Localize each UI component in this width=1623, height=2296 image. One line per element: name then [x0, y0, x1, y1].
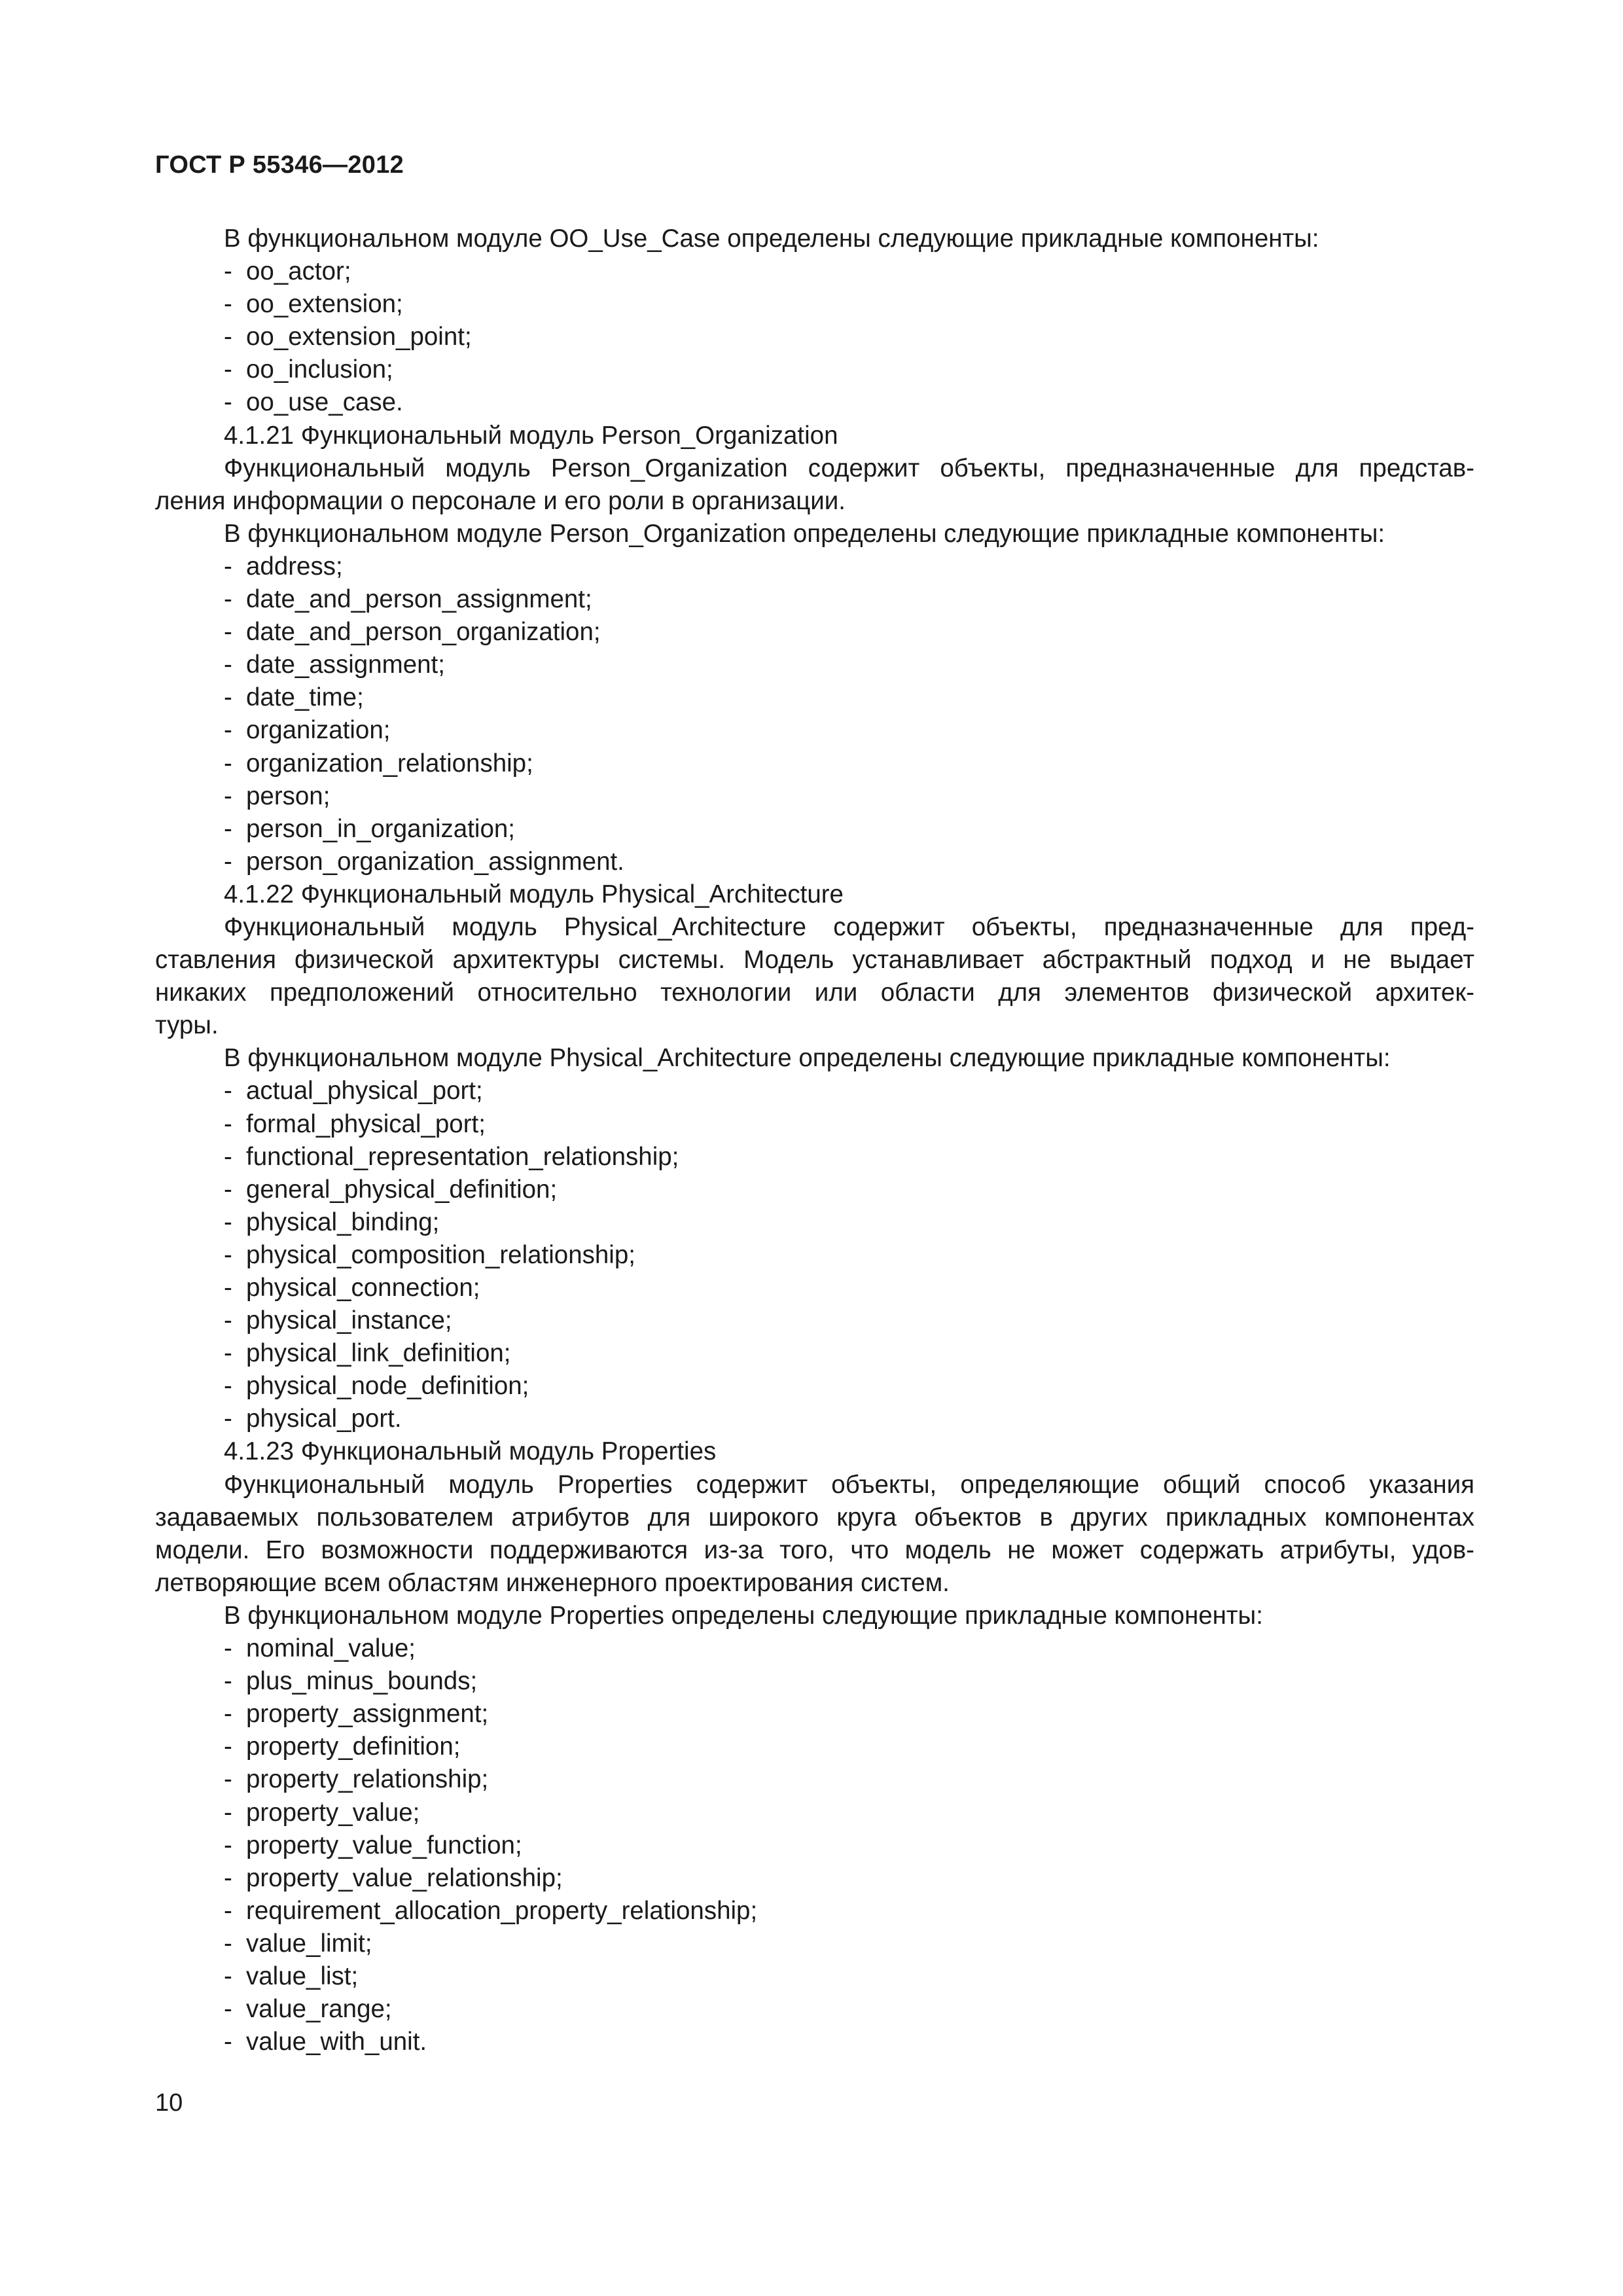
list-item-text: oo_extension;	[246, 290, 403, 319]
list-dash: -	[224, 552, 232, 581]
list-item-text: physical_node_definition;	[246, 1372, 529, 1401]
list-item-text: functional_representation_relationship;	[246, 1142, 679, 1171]
list-dash: -	[224, 290, 232, 319]
properties-list	[155, 1632, 1474, 2058]
list-dash: -	[224, 1240, 232, 1269]
list-dash: -	[224, 1962, 232, 1990]
physical-architecture-intro: В функциональном модуле Physical_Architecture определены следующие прикладные компоненты:	[224, 1044, 1391, 1073]
list-item	[155, 1075, 1474, 1107]
list-item	[155, 1928, 1474, 1960]
list-dash: -	[224, 1372, 232, 1401]
list-item-text: requirement_allocation_property_relationship;	[246, 1896, 758, 1925]
paragraph-line: Функциональный модуль Physical_Architecture содержит объекты, предназначенные для пред-	[224, 912, 1474, 941]
list-item-text: person_in_organization;	[246, 814, 515, 843]
list-item	[155, 1108, 1474, 1141]
list-item	[155, 255, 1474, 288]
list-dash: -	[224, 355, 232, 384]
person-organization-intro: В функциональном модуле Person_Organization определены следующие прикладные компоненты:	[224, 519, 1385, 548]
list-item-text: actual_physical_port;	[246, 1077, 483, 1105]
list-dash: -	[224, 618, 232, 647]
list-item-text: physical_connection;	[246, 1274, 480, 1302]
list-item-text: property_definition;	[246, 1732, 461, 1761]
list-item	[155, 1174, 1474, 1206]
list-item	[155, 1239, 1474, 1272]
list-dash: -	[224, 1306, 232, 1335]
page-number: 10	[155, 2089, 183, 2117]
list-item-text: address;	[246, 552, 343, 581]
list-item	[155, 1862, 1474, 1895]
list-dash: -	[224, 1077, 232, 1105]
list-item-text: property_value_function;	[246, 1831, 522, 1859]
document-body	[155, 223, 1474, 2058]
list-item-text: physical_binding;	[246, 1208, 440, 1236]
section-heading-person-organization: 4.1.21 Функциональный модуль Person_Organization	[224, 421, 838, 450]
list-item-text: property_assignment;	[246, 1700, 489, 1729]
list-item	[155, 321, 1474, 353]
list-item-text: physical_port.	[246, 1405, 402, 1433]
list-dash: -	[224, 1765, 232, 1794]
list-item	[155, 714, 1474, 747]
list-dash: -	[224, 1142, 232, 1171]
list-dash: -	[224, 716, 232, 745]
list-item-text: physical_composition_relationship;	[246, 1240, 635, 1269]
oo-use-case-intro: В функциональном модуле OO_Use_Case определены следующие прикладные компоненты:	[224, 224, 1319, 253]
list-dash: -	[224, 1634, 232, 1663]
list-item	[155, 1895, 1474, 1928]
list-item-text: formal_physical_port;	[246, 1109, 486, 1138]
list-dash: -	[224, 1831, 232, 1859]
paragraph-line: ления информации о персонале и его роли в организации.	[155, 486, 846, 515]
list-item-text: organization;	[246, 716, 391, 745]
paragraph-line: Функциональный модуль Person_Organization содержит объекты, предназначенные для представ-	[224, 454, 1474, 482]
list-item-text: oo_inclusion;	[246, 355, 393, 384]
list-item	[155, 353, 1474, 386]
list-item-text: value_list;	[246, 1962, 359, 1990]
list-item-text: physical_link_definition;	[246, 1339, 511, 1368]
list-item-text: organization_relationship;	[246, 749, 533, 778]
section-heading-physical-architecture: 4.1.22 Функциональный модуль Physical_Architecture	[224, 880, 844, 908]
list-dash: -	[224, 1667, 232, 1696]
list-item	[155, 1206, 1474, 1239]
list-item	[155, 1698, 1474, 1731]
list-item-text: oo_use_case.	[246, 388, 403, 417]
list-dash: -	[224, 1208, 232, 1236]
list-dash: -	[224, 683, 232, 712]
list-item	[155, 1960, 1474, 1993]
list-dash: -	[224, 1863, 232, 1892]
list-item	[155, 813, 1474, 846]
list-item-text: date_time;	[246, 683, 364, 712]
list-item-text: physical_instance;	[246, 1306, 452, 1335]
list-item	[155, 1370, 1474, 1403]
list-item-text: person_organization_assignment.	[246, 847, 624, 876]
list-dash: -	[224, 1274, 232, 1302]
list-dash: -	[224, 1405, 232, 1433]
list-item	[155, 1337, 1474, 1370]
physical-architecture-list	[155, 1075, 1474, 1435]
list-item-text: value_with_unit.	[246, 2028, 427, 2056]
list-item	[155, 846, 1474, 878]
person-organization-list	[155, 550, 1474, 878]
list-dash: -	[224, 1798, 232, 1827]
list-dash: -	[224, 257, 232, 286]
list-dash: -	[224, 323, 232, 351]
list-item	[155, 1731, 1474, 1763]
list-item	[155, 386, 1474, 419]
list-item	[155, 1829, 1474, 1862]
list-dash: -	[224, 749, 232, 778]
list-dash: -	[224, 1896, 232, 1925]
properties-intro: В функциональном модуле Properties определены следующие прикладные компоненты:	[224, 1601, 1263, 1630]
list-item	[155, 583, 1474, 616]
list-item-text: oo_extension_point;	[246, 323, 472, 351]
list-item-text: property_value_relationship;	[246, 1863, 563, 1892]
list-item	[155, 2026, 1474, 2058]
list-dash: -	[224, 847, 232, 876]
list-dash: -	[224, 1175, 232, 1204]
list-item	[155, 288, 1474, 321]
list-item	[155, 1763, 1474, 1796]
list-dash: -	[224, 585, 232, 614]
physical-architecture-description	[155, 911, 1474, 1042]
oo-use-case-list	[155, 255, 1474, 419]
list-item-text: oo_actor;	[246, 257, 351, 286]
section-heading-properties: 4.1.23 Функциональный модуль Properties	[224, 1437, 717, 1466]
list-dash: -	[224, 781, 232, 810]
list-item-text: date_assignment;	[246, 651, 445, 679]
list-dash: -	[224, 1339, 232, 1368]
list-dash: -	[224, 388, 232, 417]
paragraph-line: летворяющие всем областям инженерного проектирования систем.	[155, 1568, 950, 1597]
list-item	[155, 1403, 1474, 1435]
list-item-text: property_relationship;	[246, 1765, 489, 1794]
paragraph-line: туры.	[155, 1011, 219, 1040]
list-item-text: person;	[246, 781, 330, 810]
list-dash: -	[224, 1929, 232, 1958]
list-item-text: property_value;	[246, 1798, 420, 1827]
list-item-text: date_and_person_assignment;	[246, 585, 592, 614]
list-item-text: plus_minus_bounds;	[246, 1667, 478, 1696]
paragraph-line: никаких предположений относительно технологии или области для элементов физической архитек-	[155, 978, 1474, 1007]
list-item	[155, 1141, 1474, 1174]
list-item-text: date_and_person_organization;	[246, 618, 601, 647]
list-dash: -	[224, 1700, 232, 1729]
list-item	[155, 1272, 1474, 1304]
document-header: ГОСТ Р 55346—2012	[155, 151, 404, 179]
list-item	[155, 780, 1474, 813]
list-dash: -	[224, 1732, 232, 1761]
list-dash: -	[224, 2028, 232, 2056]
list-item	[155, 550, 1474, 583]
paragraph-line: задаваемых пользователем атрибутов для широкого круга объектов в других прикладных компонентах	[155, 1503, 1474, 1532]
list-item-text: value_range;	[246, 1995, 392, 2024]
list-item	[155, 747, 1474, 780]
list-item	[155, 616, 1474, 649]
list-item	[155, 1797, 1474, 1829]
list-item-text: nominal_value;	[246, 1634, 416, 1663]
list-item	[155, 1304, 1474, 1337]
properties-description	[155, 1469, 1474, 1600]
paragraph-line: ставления физической архитектуры системы. Модель устанавливает абстрактный подход и не выдает	[155, 946, 1474, 975]
paragraph-line: Функциональный модуль Properties содержит объекты, определяющие общий способ указания	[224, 1470, 1474, 1499]
list-item	[155, 1993, 1474, 2026]
paragraph-line: модели. Его возможности поддерживаются из-за того, что модель не может содержать атрибуты, удов-	[155, 1535, 1474, 1564]
list-item	[155, 681, 1474, 714]
list-item	[155, 649, 1474, 681]
list-item-text: general_physical_definition;	[246, 1175, 558, 1204]
list-dash: -	[224, 1109, 232, 1138]
list-dash: -	[224, 1995, 232, 2024]
list-item	[155, 1665, 1474, 1698]
list-dash: -	[224, 814, 232, 843]
list-item	[155, 1632, 1474, 1665]
list-dash: -	[224, 651, 232, 679]
person-organization-description	[155, 452, 1474, 518]
list-item-text: value_limit;	[246, 1929, 372, 1958]
